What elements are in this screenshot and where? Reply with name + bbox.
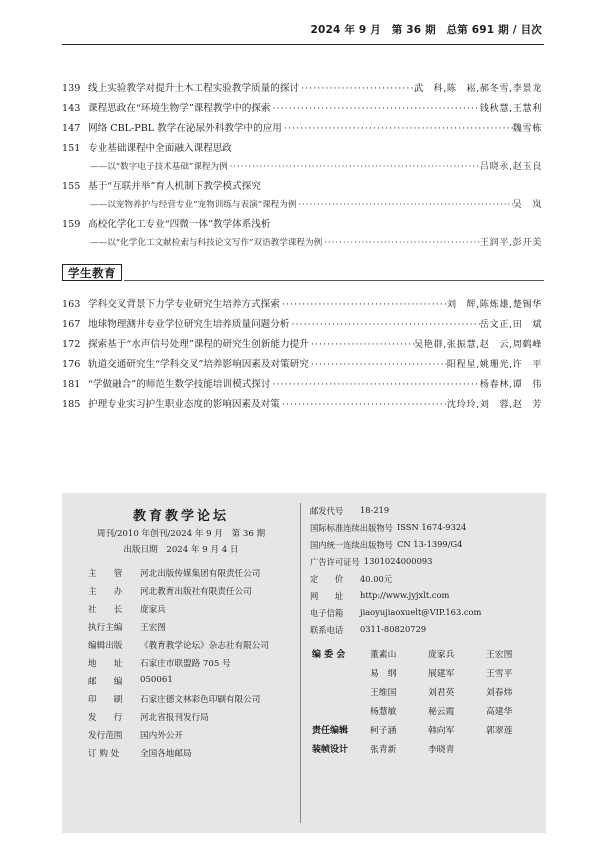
journal-periodicity: 周刊/2010 年创刊/2024 年 9 月 第 36 期 <box>96 529 266 539</box>
registration-label: 国内统一连续出版物号 <box>310 540 393 550</box>
toc-page-number: 143 <box>62 103 81 114</box>
registration-label: 网 址 <box>310 591 344 601</box>
info-label: 地 址 <box>88 659 123 669</box>
board-member: 王雪平 <box>486 669 513 679</box>
toc-authors: 岳文正,田 斌 <box>479 319 542 330</box>
board-row <box>370 647 530 660</box>
registration-label: 国际标准连续出版物号 <box>310 523 393 533</box>
toc-subtitle <box>90 234 542 250</box>
toc-subtitle-text: ——以“数字电子技术基础”课程为例 <box>90 162 228 172</box>
registration-row <box>310 539 462 551</box>
registration-label: 电子信箱 <box>310 608 344 618</box>
toc-entry[interactable] <box>62 356 542 372</box>
toc-authors: 魏雪栋 <box>512 123 542 134</box>
website-link[interactable]: http://www.jyjxlt.com <box>360 590 450 600</box>
toc-entry[interactable] <box>62 296 542 312</box>
info-row <box>88 729 183 741</box>
toc-title: 线上实验教学对提升土木工程实验教学质量的探讨 <box>88 83 300 94</box>
board-member: 刘春炜 <box>486 688 513 698</box>
designer-name: 李晓青 <box>428 745 455 755</box>
info-label: 发行范围 <box>88 731 123 741</box>
toc-page-number: 163 <box>62 299 81 310</box>
toc-page-number: 155 <box>62 181 81 192</box>
registration-value: 1301024000093 <box>363 556 433 566</box>
info-label: 编辑出版 <box>88 641 123 651</box>
board-member: 刘君英 <box>428 688 455 698</box>
board-member: 秘云霞 <box>428 707 455 717</box>
toc-entry[interactable] <box>62 140 542 156</box>
email-link[interactable]: jiaoyujiaoxuelt@VIP.163.com <box>360 607 482 617</box>
board-member: 董素山 <box>370 650 397 660</box>
info-value: 庞家兵 <box>140 605 166 615</box>
info-label: 社 长 <box>88 605 123 615</box>
toc-entry[interactable] <box>62 120 542 136</box>
toc-title: 基于“互联并举”育人机制下教学模式探究 <box>88 181 261 192</box>
info-row <box>88 621 166 633</box>
toc-leader <box>309 359 447 370</box>
editorial-board-label: 编 委 会 <box>312 650 346 660</box>
toc-page-number: 139 <box>62 83 81 94</box>
info-label: 订 购 处 <box>88 749 120 759</box>
publication-date: 出版日期 2024 年 9 月 4 日 <box>123 545 239 555</box>
toc-authors: 吕晓永,赵玉良 <box>479 161 542 172</box>
toc-leader <box>280 299 447 310</box>
toc-title: 探索基于“水声信号处理”课程的研究生创新能力提升 <box>88 339 309 350</box>
toc-entry[interactable] <box>62 336 542 352</box>
info-value: 全国各地邮局 <box>140 749 192 759</box>
info-value: 王宏图 <box>140 623 166 633</box>
info-row <box>88 585 252 597</box>
toc-leader <box>309 339 414 350</box>
designer-name: 张青新 <box>370 745 397 755</box>
toc-leader <box>282 123 513 134</box>
info-row <box>88 567 260 579</box>
info-row <box>88 747 192 759</box>
toc-page-number: 185 <box>62 399 81 410</box>
toc-subtitle <box>90 158 542 174</box>
header-rule <box>62 44 544 45</box>
registration-row <box>310 624 426 636</box>
toc-entry[interactable] <box>62 100 542 116</box>
registration-label: 定 价 <box>310 574 344 584</box>
toc-leader <box>289 319 479 330</box>
toc-leader <box>296 200 512 210</box>
responsible-editors-label: 责任编辑 <box>312 726 349 736</box>
toc-authors: 王润平,彭开美 <box>479 237 542 248</box>
board-row <box>370 685 530 698</box>
info-label: 主 办 <box>88 587 123 597</box>
info-label: 主 管 <box>88 569 123 579</box>
info-label: 发 行 <box>88 713 123 723</box>
section-rule <box>124 280 544 281</box>
info-value: 石家庄市联盟路 705 号 <box>140 659 231 669</box>
info-row <box>88 711 209 723</box>
toc-title: 地球物理测井专业学位研究生培养质量问题分析 <box>88 319 290 330</box>
info-row <box>88 639 269 651</box>
toc-subtitle-text: ——以“化学化工文献检索与科技论文写作”双语教学课程为例 <box>90 238 323 248</box>
colophon-box <box>62 493 546 833</box>
section-heading: 学生教育 <box>62 264 122 281</box>
info-value: 国内外公开 <box>140 731 183 741</box>
toc-entry[interactable] <box>62 376 542 392</box>
registration-label: 联系电话 <box>310 625 344 635</box>
board-row <box>370 704 530 717</box>
registration-value: ISSN 1674-9324 <box>396 522 467 532</box>
toc-authors: 钱秋慧,王慧利 <box>479 103 542 114</box>
info-label: 邮 编 <box>88 677 123 687</box>
registration-value: 18-219 <box>360 505 390 515</box>
toc-entry[interactable] <box>62 316 542 332</box>
info-value: 河北出版传媒集团有限责任公司 <box>140 569 261 579</box>
info-value: 石家庄德文林彩色印刷有限公司 <box>140 695 261 705</box>
toc-entry[interactable] <box>62 396 542 412</box>
toc-page-number: 159 <box>62 219 81 230</box>
board-member: 展建军 <box>428 669 455 679</box>
toc-title: 学科交叉背景下力学专业研究生培养方式探索 <box>88 299 280 310</box>
info-value: 河北教育出版社有限责任公司 <box>140 587 252 597</box>
registration-row <box>310 590 449 602</box>
toc-leader <box>271 379 480 390</box>
info-value: 《教育教学论坛》杂志社有限公司 <box>140 641 269 651</box>
toc-authors: 阳程星,姚珊光,许 平 <box>446 359 542 370</box>
board-member: 易 纲 <box>370 669 397 679</box>
toc-leader <box>322 238 480 248</box>
registration-value: CN 13-1399/G4 <box>396 539 463 549</box>
toc-leader <box>271 103 480 114</box>
toc-leader <box>280 399 447 410</box>
info-value: 050061 <box>140 675 173 685</box>
designer-label: 装帧设计 <box>312 745 349 755</box>
registration-value: 0311-80820729 <box>360 624 427 634</box>
registration-row <box>310 556 432 568</box>
toc-authors: 刘 辉,陈炼雄,楚锡华 <box>446 299 542 310</box>
toc-title: 网络 CBL-PBL 教学在泌尿外科教学中的应用 <box>88 123 282 134</box>
toc-leader <box>299 83 414 94</box>
toc-entry[interactable] <box>62 216 542 232</box>
board-member: 庞家兵 <box>428 650 455 660</box>
info-row <box>88 603 166 615</box>
toc-title: 专业基础课程中全面融入课程思政 <box>88 143 232 154</box>
toc-authors: 沈玲玲,刘 蓉,赵 芳 <box>446 399 542 410</box>
toc-page-number: 147 <box>62 123 81 134</box>
toc-title: 高校化学化工专业“四微一体”教学体系浅析 <box>88 219 271 230</box>
registration-row <box>310 522 466 534</box>
editors-row <box>370 723 530 736</box>
toc-leader <box>228 162 480 172</box>
toc-title: 护理专业实习护生职业态度的影响因素及对策 <box>88 399 280 410</box>
toc-title: 轨道交通研究生“学科交叉”培养影响因素及对策研究 <box>88 359 309 370</box>
info-label: 执行主编 <box>88 623 123 633</box>
info-value: 河北省报刊发行局 <box>140 713 209 723</box>
issue-header: 2024 年 9 月 第 36 期 总第 691 期 / 目次 <box>310 24 542 36</box>
toc-subtitle-text: ——以宠物养护与经营专业“宠物训练与表演”课程为例 <box>90 200 297 210</box>
toc-page-number: 167 <box>62 319 81 330</box>
toc-authors: 杨春林,谭 伟 <box>479 379 542 390</box>
journal-title: 教育教学论坛 <box>132 509 229 524</box>
toc-page-number: 172 <box>62 339 81 350</box>
registration-value: 40.00元 <box>360 574 393 584</box>
toc-page-number: 176 <box>62 359 81 370</box>
toc-page-number: 181 <box>62 379 81 390</box>
registration-label: 广告许可证号 <box>310 557 360 567</box>
info-row <box>88 693 260 705</box>
designers-row <box>370 742 472 755</box>
colophon-divider <box>300 503 301 823</box>
editor-name: 韩向军 <box>428 726 455 736</box>
toc-entry[interactable] <box>62 178 542 194</box>
toc-authors: 吴艳群,张振慧,赵 云,周鹤峰 <box>413 339 542 350</box>
board-member: 杨慧敏 <box>370 707 397 717</box>
toc-page-number: 151 <box>62 143 81 154</box>
toc-title: 课程思政在“环境生物学”课程教学中的探索 <box>88 103 271 114</box>
editor-name: 柯子涵 <box>370 726 397 736</box>
toc-entry[interactable] <box>62 80 542 96</box>
info-label: 印 刷 <box>88 695 123 705</box>
toc-subtitle <box>90 196 542 212</box>
toc-authors: 武 科,陈 崧,郝冬雪,李景龙 <box>413 83 542 94</box>
registration-label: 邮发代号 <box>310 506 344 516</box>
board-member: 王维国 <box>370 688 397 698</box>
editor-name: 郭翠莲 <box>486 726 513 736</box>
info-row <box>88 657 231 669</box>
registration-row <box>310 607 481 619</box>
registration-row <box>310 573 392 585</box>
board-member: 王宏图 <box>486 650 513 660</box>
info-row <box>88 675 173 687</box>
registration-row <box>310 505 389 517</box>
board-member: 高建华 <box>486 707 513 717</box>
toc-title: “学做融合”的师范生数学技能培训模式探讨 <box>88 379 271 390</box>
board-row <box>370 666 530 679</box>
toc-authors: 吴 岚 <box>512 199 542 210</box>
